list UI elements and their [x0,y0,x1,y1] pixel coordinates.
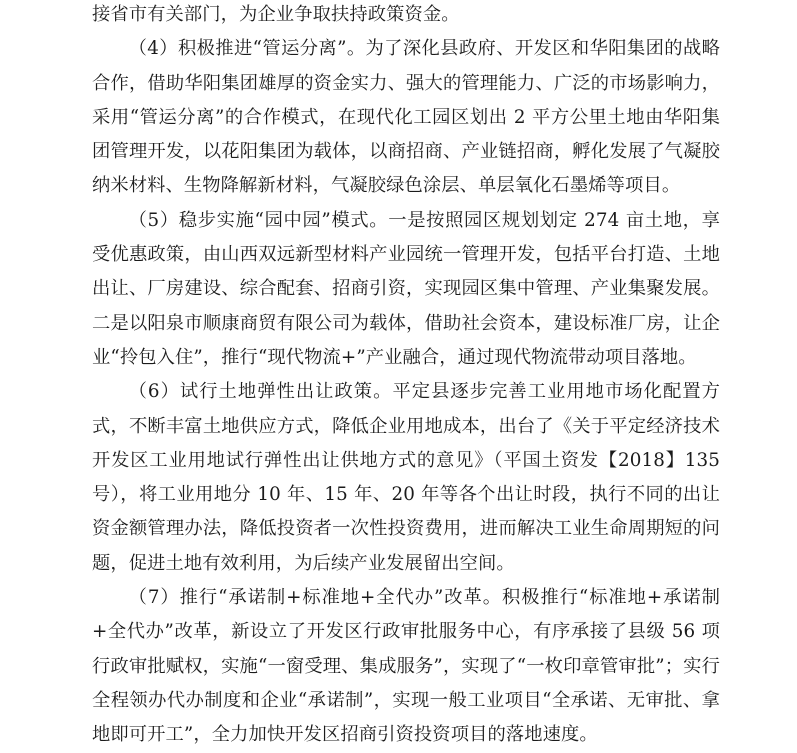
paragraph-6-flexible-land-transfer: （6）试行土地弹性出让政策。平定县逐步完善工业用地市场化配置方式，不断丰富土地供应方式，降低企业用地成本，出台了《关于平定经济技术开发区工业用地试行弹性出让供地方式的意见》（平国土资发【2018】135 号），将工业用地分 10 年、15 年、20 年等各个出让时段，执行不同的出让资金额管理办法，降低投资者一次性投资费用，进而解决工业生命周期短的问题，促进土地有效利用，为后续产业发展留出空间。 [92,381,720,574]
document-body [92,0,720,753]
paragraph-continuation: 接省市有关部门，为企业争取扶持政策资金。 [92,4,460,25]
paragraph-7-commitment-reform: （7）推行“承诺制+标准地+全代办”改革。积极推行“标准地+承诺制+全代办”改革，新设立了开发区行政审批服务中心，有序承接了县级 56 项行政审批赋权，实施“一窗受理、集成服务”，实现了“一枚印章管审批”；实行全程领办代办制度和企业“承诺制”，实现一般工业项目“全承诺、无审批、拿地即可开工”，全力加快开发区招商引资投资项目的落地速度。 [92,587,720,746]
paragraph-4-management-separation: （4）积极推进“管运分离”。为了深化县政府、开发区和华阳集团的战略合作，借助华阳集团雄厚的资金实力、强大的管理能力、广泛的市场影响力，采用“管运分离”的合作模式，在现代化工园区划出 2 平方公里土地由华阳集团管理开发，以花阳集团为载体，以商招商、产业链招商，孵化发展了气凝胶纳米材料、生物降解新材料，气凝胶绿色涂层、单层氧化石墨烯等项目。 [92,38,720,197]
paragraph-5-park-in-park: （5）稳步实施“园中园”模式。一是按照园区规划划定 274 亩土地，享受优惠政策，由山西双远新型材料产业园统一管理开发，包括平台打造、土地出让、厂房建设、综合配套、招商引资，实现园区集中管理、产业集聚发展。二是以阳泉市顺康商贸有限公司为载体，借助社会资本，建设标准厂房，让企业“拎包入住”，推行“现代物流+”产业融合，通过现代物流带动项目落地。 [92,209,720,368]
